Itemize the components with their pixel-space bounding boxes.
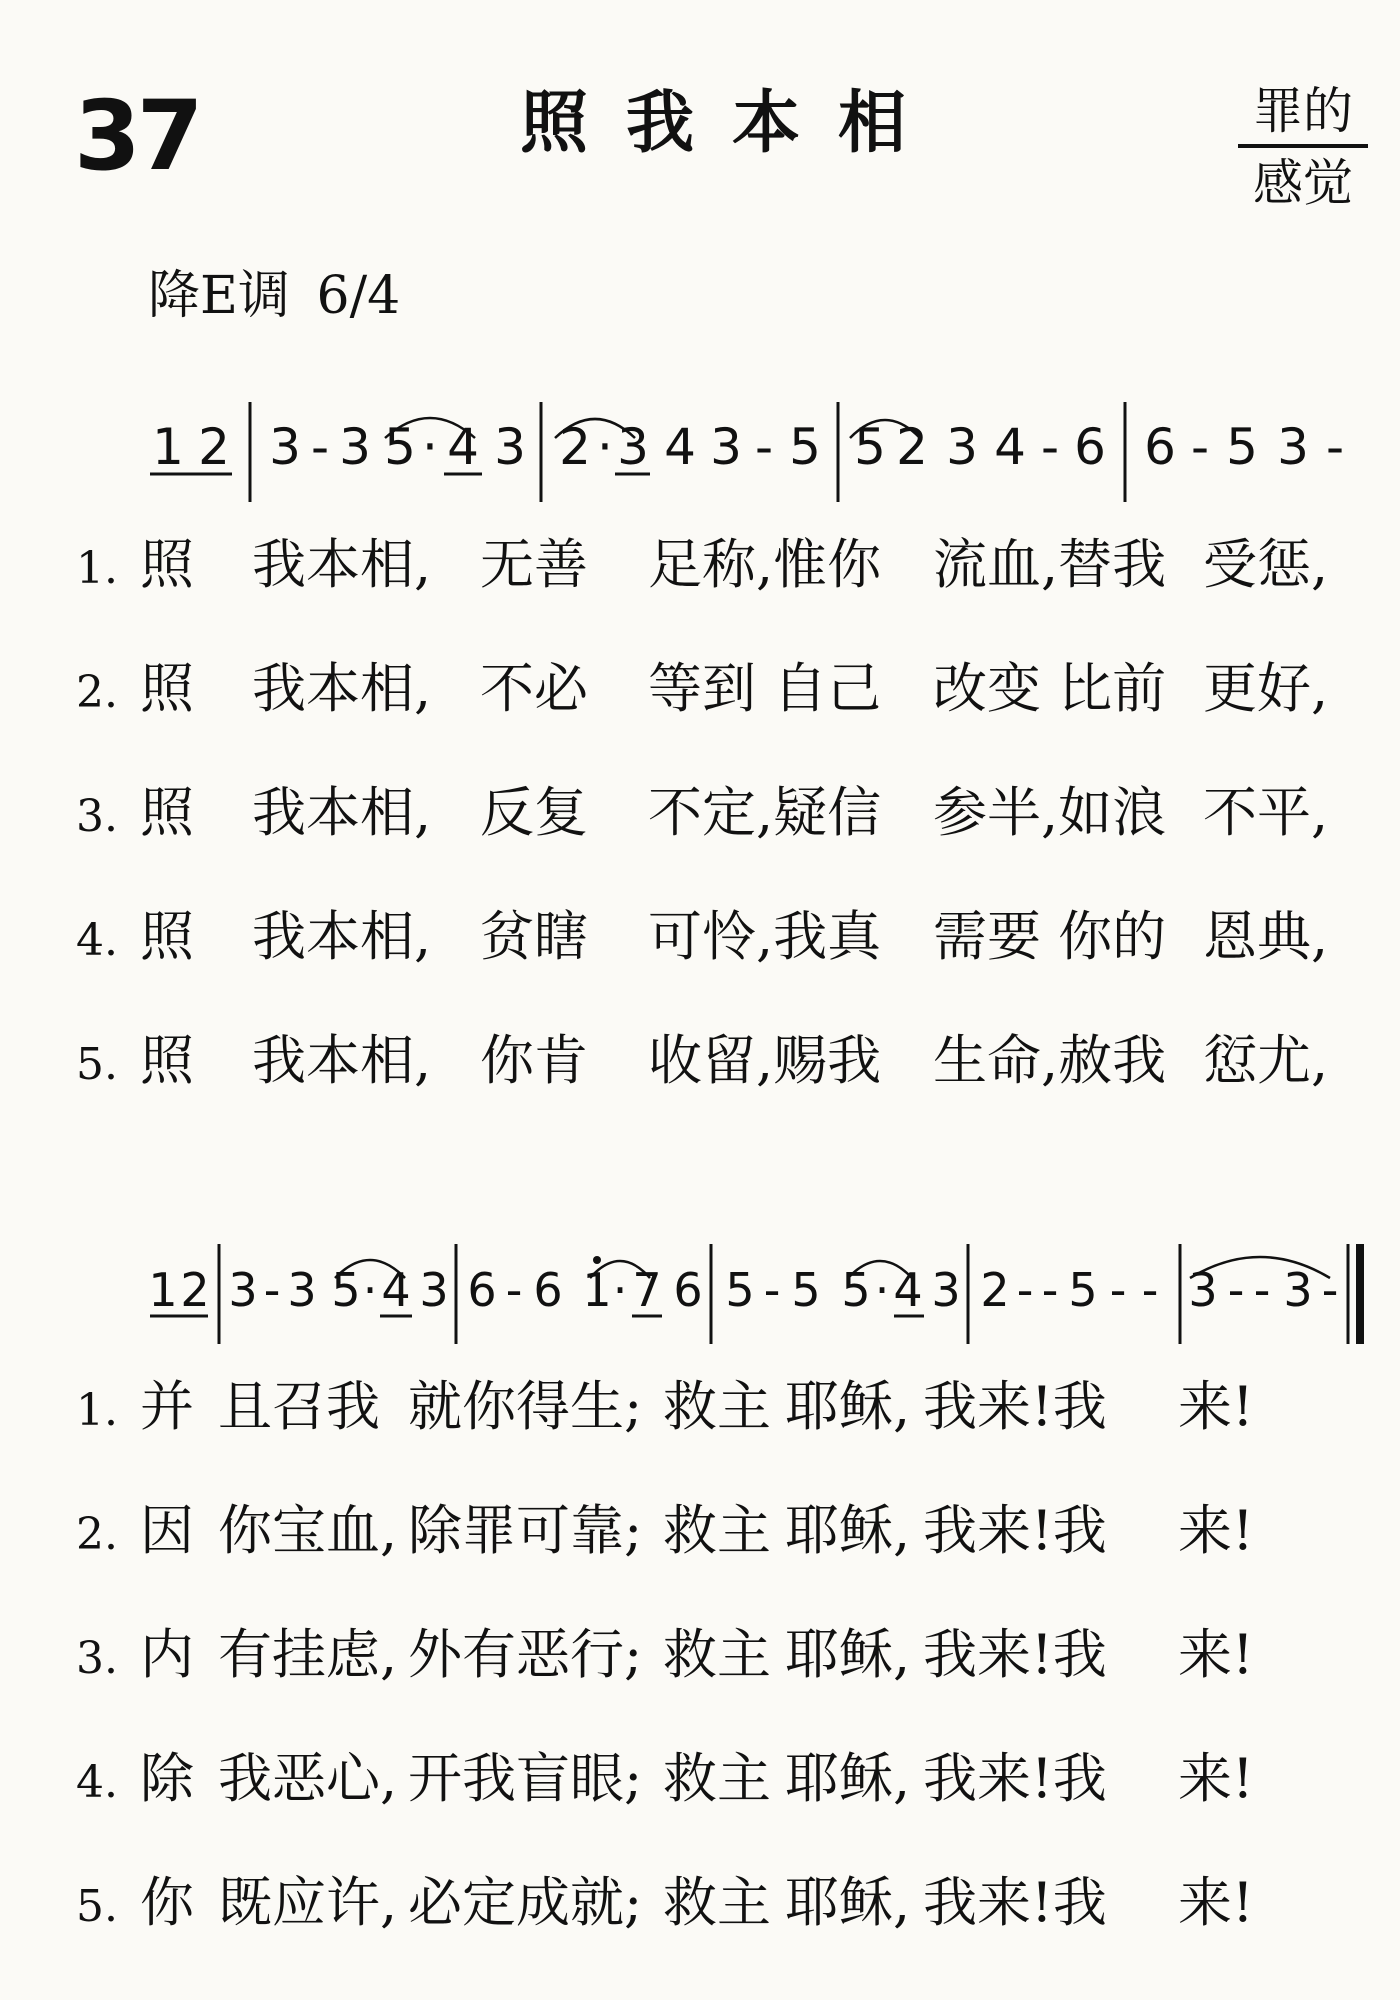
lyric: 不平, — [1203, 781, 1329, 844]
note: - — [754, 418, 774, 476]
note: 5 — [789, 418, 821, 476]
note: 6 — [467, 1263, 497, 1317]
note: - — [1109, 1263, 1127, 1317]
lyric: 来! — [1178, 1499, 1254, 1562]
note: 6 — [533, 1263, 563, 1317]
note: · — [874, 1263, 890, 1317]
note: 3 — [339, 418, 371, 476]
note: 3 — [228, 1263, 258, 1317]
lyric: 更好, — [1203, 657, 1329, 720]
lyric: 贫瞎 — [480, 905, 588, 968]
lyric: 受惩, — [1203, 533, 1329, 596]
category-bottom: 感觉 — [1253, 154, 1353, 212]
note: 5 — [331, 1263, 361, 1317]
lyric: 耶稣, — [785, 1623, 911, 1686]
lyric: 你肯 — [480, 1029, 588, 1092]
note: 3 — [1283, 1263, 1313, 1317]
note: - — [763, 1263, 781, 1317]
lyric: 既应许, — [218, 1871, 398, 1934]
note: 5 — [791, 1263, 821, 1317]
verse-3-line-1 — [76, 778, 1328, 848]
lyric: 耶稣, — [785, 1747, 911, 1810]
note: 1 — [582, 1263, 612, 1317]
lyric: 救主 — [663, 1375, 771, 1438]
lyric: 救主 — [663, 1499, 771, 1562]
lyric: 可怜,我真 — [648, 905, 882, 968]
lyric: 来! — [1178, 1871, 1254, 1934]
lyric: 照 — [140, 1029, 194, 1092]
lyric: 我本相, — [252, 657, 432, 720]
verse-number: 4. — [76, 1757, 118, 1808]
verse-5-line-2 — [76, 1868, 1254, 1938]
note: 3 — [1188, 1263, 1218, 1317]
lyric: 有挂虑, — [218, 1623, 398, 1686]
note: 5 — [1068, 1263, 1098, 1317]
notation-system-1 — [0, 390, 1400, 530]
note: 4 — [994, 418, 1026, 476]
lyric: 恩典, — [1203, 905, 1329, 968]
verse-number: 3. — [76, 791, 118, 842]
lyric: 我本相, — [252, 1029, 432, 1092]
note: · — [612, 1263, 628, 1317]
lyric: 我来!我 — [923, 1499, 1107, 1562]
lyric: 我恶心, — [218, 1747, 398, 1810]
note: 3 — [494, 418, 526, 476]
note: 2 — [559, 418, 591, 476]
lyric: 救主 — [663, 1747, 771, 1810]
note: 3 — [419, 1263, 449, 1317]
lyric: 来! — [1178, 1623, 1254, 1686]
note: - — [1190, 418, 1210, 476]
note: 3 — [617, 418, 649, 476]
verse-2-line-2 — [76, 1496, 1254, 1566]
lyric: 来! — [1178, 1375, 1254, 1438]
notation-system-2 — [0, 1230, 1400, 1370]
lyric: 你宝血, — [218, 1499, 398, 1562]
lyric: 因 — [140, 1499, 194, 1562]
note: 6 — [1074, 418, 1106, 476]
category-top: 罪的 — [1238, 86, 1368, 148]
verse-number: 1. — [76, 543, 118, 594]
lyric: 且召我 — [218, 1375, 380, 1438]
lyric: 反复 — [480, 781, 588, 844]
verse-number: 5. — [76, 1039, 118, 1090]
note: 2 — [180, 1263, 210, 1317]
note: - — [1227, 1263, 1245, 1317]
note: 3 — [931, 1263, 961, 1317]
note: 3 — [1277, 418, 1309, 476]
key-name: 降E调 — [148, 266, 290, 326]
note: 2 — [980, 1263, 1010, 1317]
verse-number: 5. — [76, 1881, 118, 1932]
note: 1 — [148, 1263, 178, 1317]
lyric: 耶稣, — [785, 1871, 911, 1934]
verse-1-line-2 — [76, 1372, 1254, 1442]
lyric: 必定成就; — [408, 1871, 643, 1934]
key-signature — [148, 266, 410, 326]
note: - — [1016, 1263, 1034, 1317]
hymn-number: 37 — [74, 80, 200, 192]
note: 6 — [1144, 418, 1176, 476]
lyric: 我来!我 — [923, 1747, 1107, 1810]
lyric: 外有恶行; — [408, 1623, 643, 1686]
lyric: 生命,赦我 — [933, 1029, 1167, 1092]
note: - — [1325, 418, 1345, 476]
verse-number: 3. — [76, 1633, 118, 1684]
note: 2 — [896, 418, 928, 476]
note: 6 — [673, 1263, 703, 1317]
lyric: 除罪可靠; — [408, 1499, 643, 1562]
lyric: 耶稣, — [785, 1499, 911, 1562]
verse-1-line-1 — [76, 530, 1328, 600]
note: 5 — [854, 418, 886, 476]
note: 1 — [152, 418, 184, 476]
verse-3-line-2 — [76, 1620, 1254, 1690]
lyric: 内 — [140, 1623, 194, 1686]
note: 4 — [447, 418, 479, 476]
verse-number: 4. — [76, 915, 118, 966]
verse-4-line-2 — [76, 1744, 1254, 1814]
lyric: 我来!我 — [923, 1375, 1107, 1438]
lyric: 无善 — [480, 533, 588, 596]
note: 4 — [893, 1263, 923, 1317]
lyric: 并 — [140, 1375, 194, 1438]
verse-number: 2. — [76, 667, 118, 718]
lyric: 愆尤, — [1203, 1029, 1329, 1092]
lyric: 等到 自己 — [648, 657, 882, 720]
lyric: 不必 — [480, 657, 588, 720]
note: 5 — [1226, 418, 1258, 476]
note: 3 — [946, 418, 978, 476]
note: · — [597, 418, 613, 476]
note: 3 — [710, 418, 742, 476]
verse-4-line-1 — [76, 902, 1328, 972]
lyric: 我来!我 — [923, 1871, 1107, 1934]
note: 2 — [198, 418, 230, 476]
note: · — [422, 418, 438, 476]
lyric: 流血,替我 — [933, 533, 1167, 596]
lyric: 参半,如浪 — [933, 781, 1167, 844]
note: 7 — [632, 1263, 662, 1317]
lyric: 足称,惟你 — [648, 533, 882, 596]
lyric: 我本相, — [252, 905, 432, 968]
note: 3 — [287, 1263, 317, 1317]
lyric: 改变 比前 — [933, 657, 1167, 720]
lyric: 开我盲眼; — [408, 1747, 643, 1810]
verse-5-line-1 — [76, 1026, 1328, 1096]
verse-number: 1. — [76, 1385, 118, 1436]
lyric: 你 — [140, 1871, 194, 1934]
note: 4 — [381, 1263, 411, 1317]
note: - — [310, 418, 330, 476]
lyric: 除 — [140, 1747, 194, 1810]
lyric: 就你得生; — [408, 1375, 643, 1438]
lyric: 我来!我 — [923, 1623, 1107, 1686]
verse-number: 2. — [76, 1509, 118, 1560]
note: - — [1041, 1263, 1059, 1317]
note: - — [1141, 1263, 1159, 1317]
note: 4 — [664, 418, 696, 476]
note: - — [505, 1263, 523, 1317]
category-label — [1238, 82, 1368, 212]
lyric: 救主 — [663, 1871, 771, 1934]
time-signature: 6/4 — [316, 266, 401, 326]
note: · — [362, 1263, 378, 1317]
note: - — [1040, 418, 1060, 476]
note: 3 — [269, 418, 301, 476]
lyric: 需要 你的 — [933, 905, 1167, 968]
lyric: 收留,赐我 — [648, 1029, 882, 1092]
lyric: 照 — [140, 781, 194, 844]
lyric: 我本相, — [252, 533, 432, 596]
note: 5 — [725, 1263, 755, 1317]
lyric: 照 — [140, 533, 194, 596]
note: 5 — [384, 418, 416, 476]
lyric: 耶稣, — [785, 1375, 911, 1438]
verse-2-line-1 — [76, 654, 1328, 724]
note: - — [263, 1263, 281, 1317]
lyric: 救主 — [663, 1623, 771, 1686]
lyric: 来! — [1178, 1747, 1254, 1810]
lyric: 照 — [140, 905, 194, 968]
lyric: 不定,疑信 — [648, 781, 882, 844]
lyric: 照 — [140, 657, 194, 720]
lyric: 我本相, — [252, 781, 432, 844]
note: 5 — [841, 1263, 871, 1317]
note: - — [1253, 1263, 1271, 1317]
note: - — [1321, 1263, 1339, 1317]
hymn-title: 照我本相 — [520, 84, 945, 163]
